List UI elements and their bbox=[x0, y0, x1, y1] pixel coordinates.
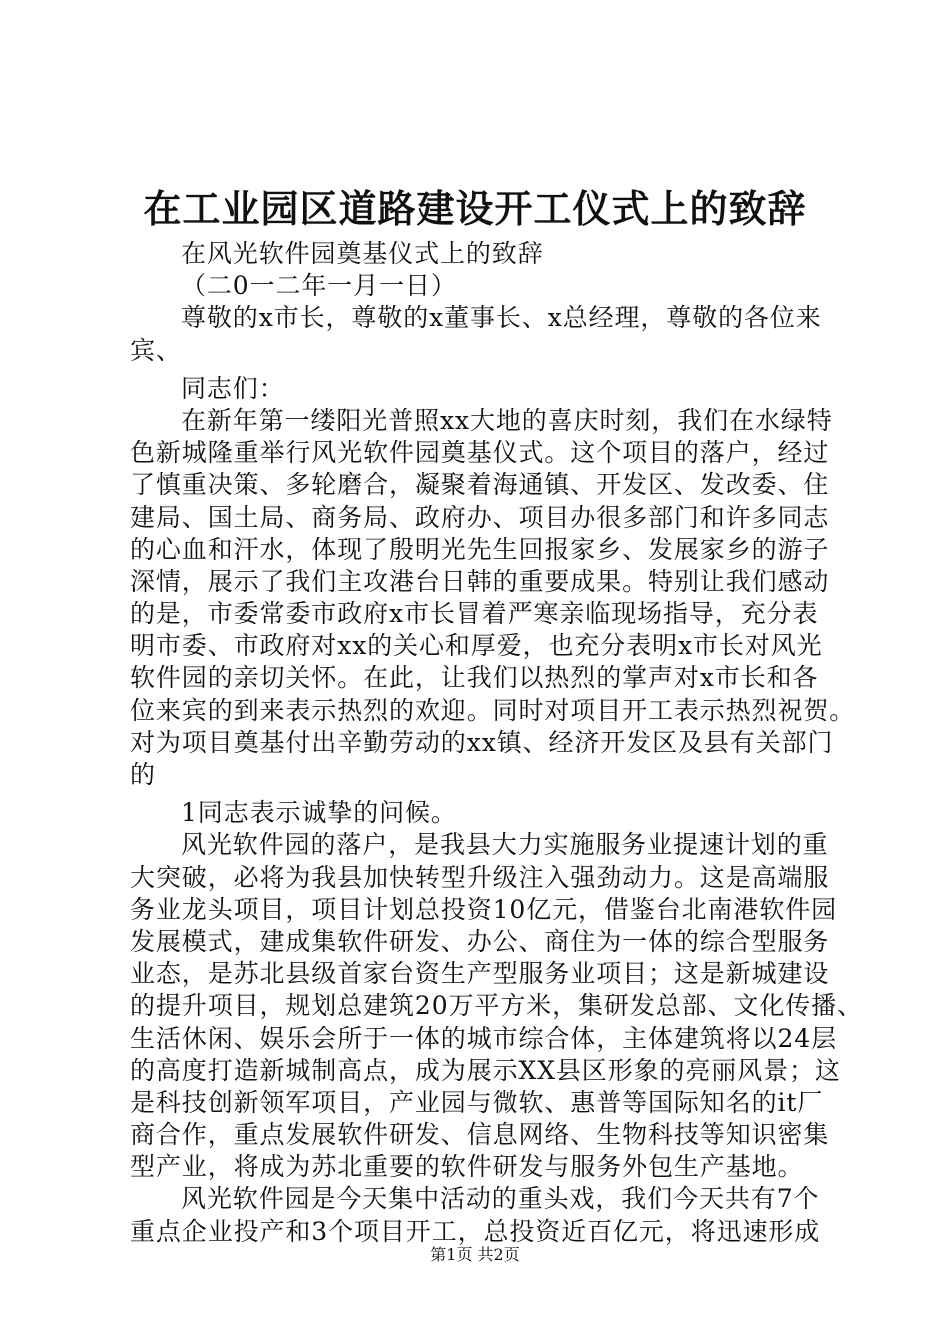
text-line: 明市委、市政府对xx的关心和厚爱，也充分表明x市长对风光 bbox=[130, 631, 823, 661]
text-line: 是科技创新领军项目，产业园与微软、惠普等国际知名的it厂 bbox=[130, 1087, 824, 1117]
text-line: 重点企业投产和3个项目开工，总投资近百亿元，将迅速形成 bbox=[130, 1216, 821, 1246]
text-line: 了慎重决策、多轮磨合，凝聚着海通镇、开发区、发改委、住 bbox=[130, 470, 830, 500]
text-line: 宾、 bbox=[130, 335, 182, 365]
subtitle-line: 在风光软件园奠基仪式上的致辞 bbox=[181, 239, 544, 268]
date-line: （二0一二年一月一日） bbox=[181, 271, 457, 301]
text-line: 1同志表示诚挚的问候。 bbox=[181, 798, 457, 828]
text-line: 建局、国土局、商务局、政府办、项目办很多部门和许多同志 bbox=[130, 502, 830, 532]
text-line: 软件园的亲切关怀。在此，让我们以热烈的掌声对x市长和各 bbox=[130, 663, 819, 693]
text-line: 的 bbox=[130, 760, 156, 789]
text-line: 商合作，重点发展软件研发、信息网络、生物科技等知识密集 bbox=[130, 1120, 830, 1150]
text-line: 对为项目奠基付出辛勤劳动的xx镇、经济开发区及县有关部门 bbox=[130, 727, 834, 757]
document-body bbox=[130, 238, 863, 1248]
text-line: 发展模式，建成集软件研发、办公、商住为一体的综合型服务 bbox=[130, 926, 830, 956]
text-line: 的提升项目，规划总建筑20万平方米，集研发总部、文化传播、 bbox=[130, 991, 863, 1021]
text-line: 风光软件园是今天集中活动的重头戏，我们今天共有7个 bbox=[181, 1184, 820, 1214]
text-line: 的高度打造新城制高点，成为展示XX县区形象的亮丽风景；这 bbox=[130, 1055, 841, 1085]
text-line: 同志们： bbox=[181, 373, 285, 403]
text-line: 风光软件园的落户，是我县大力实施服务业提速计划的重 bbox=[181, 830, 829, 860]
text-line: 位来宾的到来表示热烈的欢迎。同时对项目开工表示热烈祝贺。 bbox=[130, 695, 856, 725]
text-line: 尊敬的x市长，尊敬的x董事长、x总经理，尊敬的各位来 bbox=[181, 303, 822, 333]
text-line: 的是，市委常委市政府x市长冒着严寒亲临现场指导，充分表 bbox=[130, 599, 819, 629]
text-line: 型产业，将成为苏北重要的软件研发与服务外包生产基地。 bbox=[130, 1152, 804, 1182]
text-line: 深情，展示了我们主攻港台日韩的重要成果。特别让我们感动 bbox=[130, 566, 830, 596]
text-line: 务业龙头项目，项目计划总投资10亿元，借鉴台北南港软件园 bbox=[130, 894, 838, 924]
text-line: 业态，是苏北县级首家台资生产型服务业项目；这是新城建设 bbox=[130, 959, 830, 989]
text-line: 色新城隆重举行风光软件园奠基仪式。这个项目的落户，经过 bbox=[130, 438, 830, 468]
document-title: 在工业园区道路建设开工仪式上的致辞 bbox=[143, 186, 807, 231]
text-line: 生活休闲、娱乐会所于一体的城市综合体，主体建筑将以24层 bbox=[130, 1023, 838, 1053]
text-line: 在新年第一缕阳光普照xx大地的喜庆时刻，我们在水绿特 bbox=[181, 405, 833, 435]
text-line: 的心血和汗水，体现了殷明光先生回报家乡、发展家乡的游子 bbox=[130, 534, 830, 564]
page-number-footer: 第1页 共2页 bbox=[430, 1245, 520, 1264]
text-line: 大突破，必将为我县加快转型升级注入强劲动力。这是高端服 bbox=[130, 862, 830, 892]
